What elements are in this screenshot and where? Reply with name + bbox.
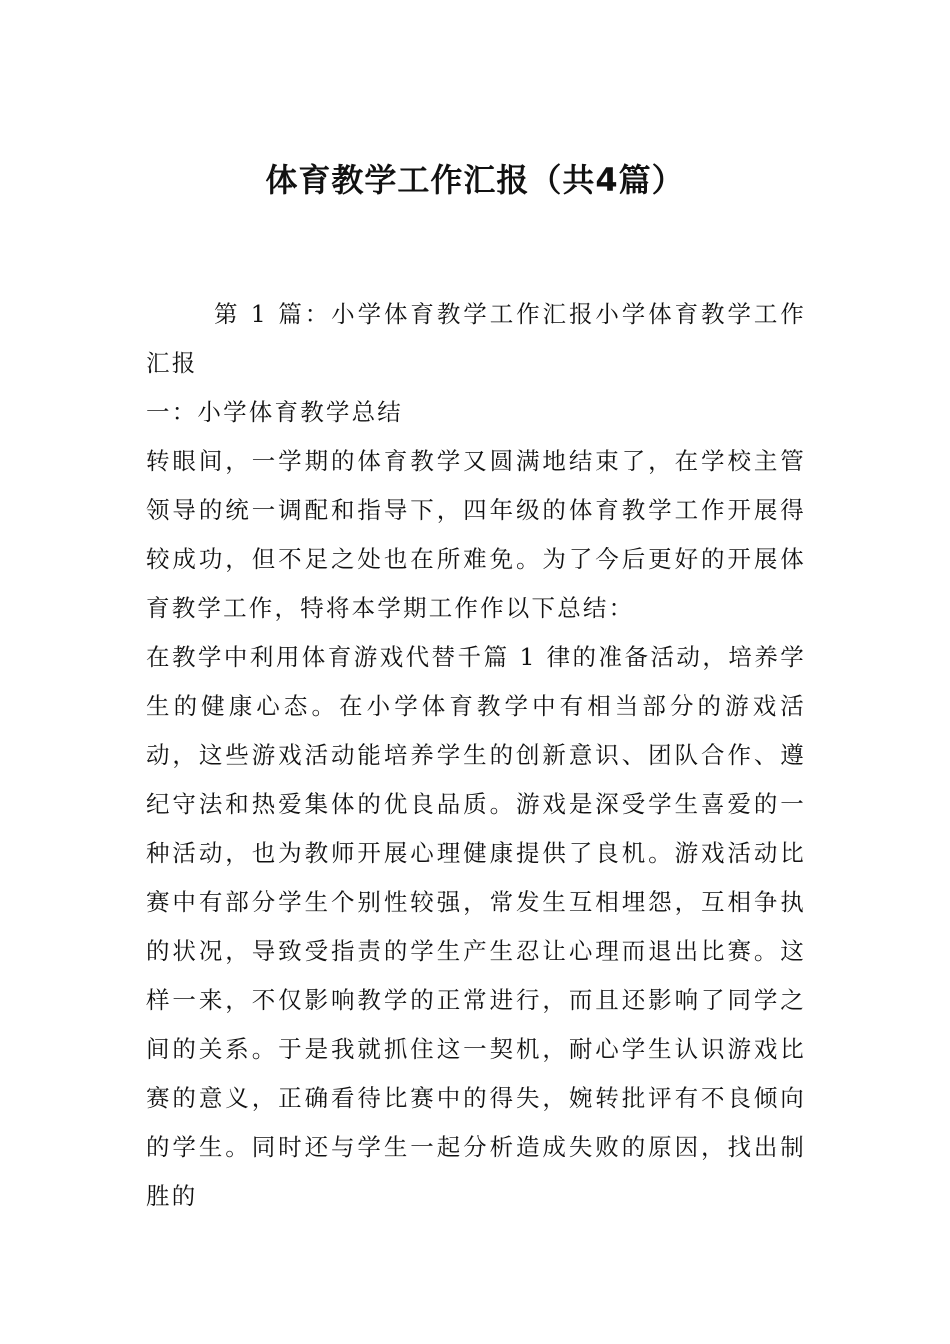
document-body <box>146 290 806 1221</box>
paragraph-body: 在教学中利用体育游戏代替千篇 1 律的准备活动，培养学生的健康心态。在小学体育教学中有相当部分的游戏活动，这些游戏活动能培养学生的创新意识、团队合作、遵纪守法和热爱集体的优良品质。游戏是深受学生喜爱的一种活动，也为教师开展心理健康提供了良机。游戏活动比赛中有部分学生个别性较强，常发生互相埋怨，互相争执的状况，导致受指责的学生产生忍让心理而退出比赛。这样一来，不仅影响教学的正常进行，而且还影响了同学之间的关系。于是我就抓住这一契机，耐心学生认识游戏比赛的意义，正确看待比赛中的得失，婉转批评有不良倾向的学生。同时还与学生一起分析造成失败的原因，找出制胜的 <box>146 643 806 1210</box>
paragraph-heading: 第 1 篇：小学体育教学工作汇报小学体育教学工作汇报 <box>146 300 806 377</box>
section-heading: 一：小学体育教学总结 <box>146 398 403 426</box>
paragraph-intro: 转眼间，一学期的体育教学又圆满地结束了，在学校主管领导的统一调配和指导下，四年级的体育教学工作开展得较成功，但不足之处也在所难免。为了今后更好的开展体育教学工作，特将本学期工作作以下总结： <box>146 447 806 622</box>
document-title: 体育教学工作汇报（共4篇） <box>265 161 685 199</box>
